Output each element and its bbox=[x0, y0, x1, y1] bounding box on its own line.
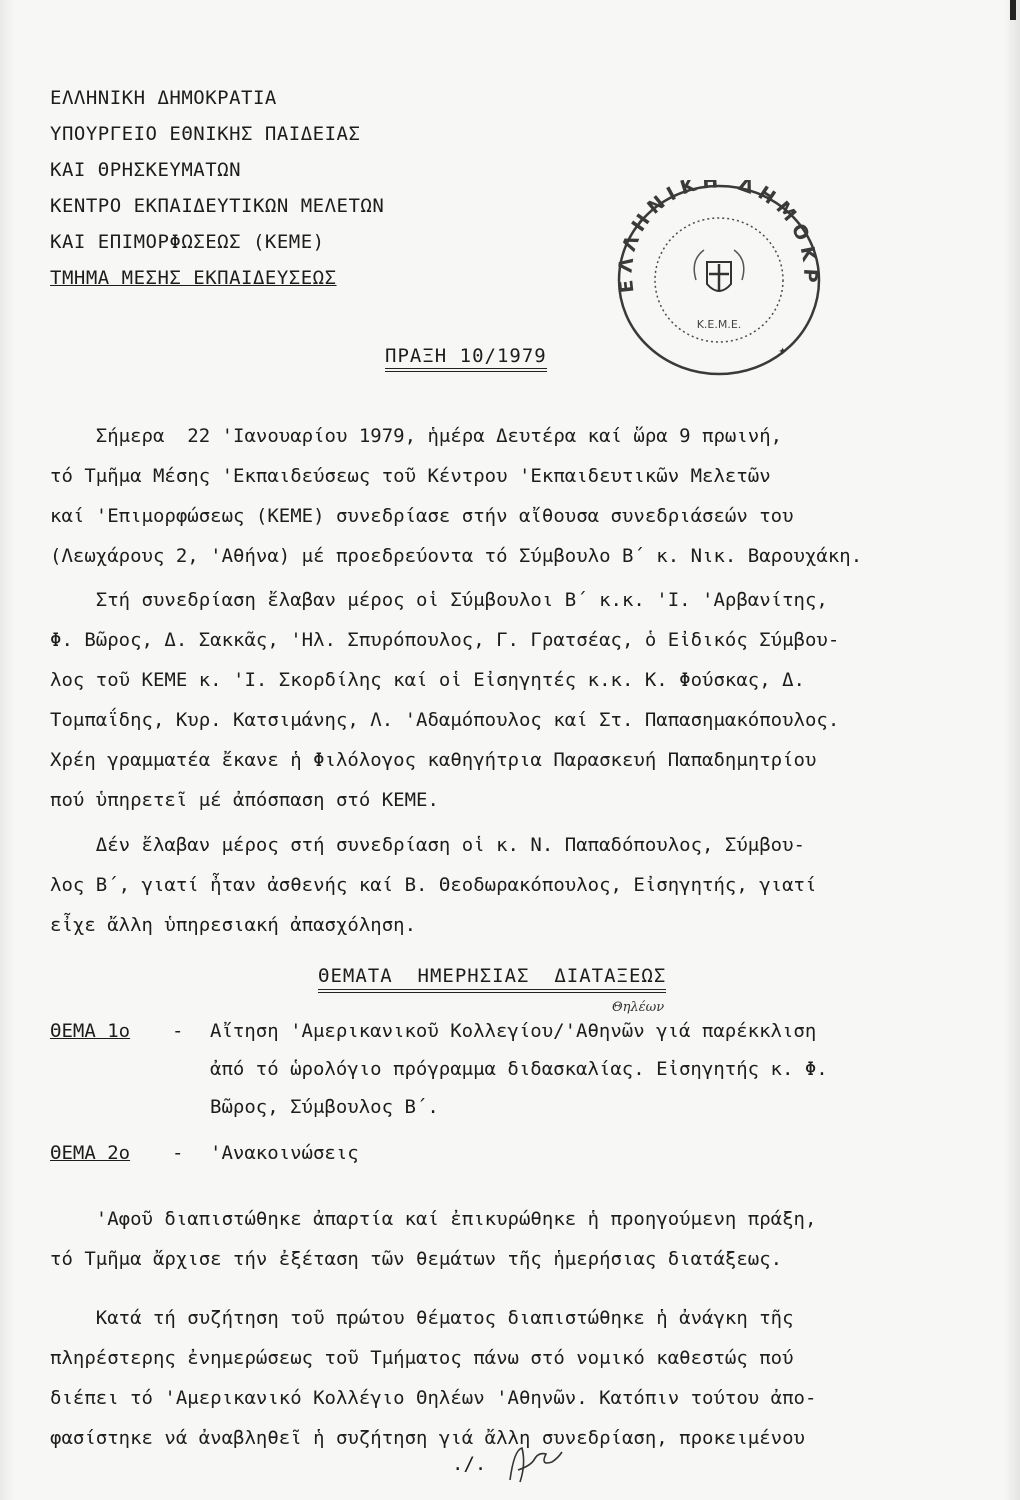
paragraph-quorum bbox=[50, 1199, 970, 1279]
text-line: Σήμερα 22 'Ιανουαρίου 1979, ἡμέρα Δευτέρα καί ὥρα 9 πρωινή, bbox=[50, 425, 783, 447]
coat-of-arms-icon bbox=[694, 250, 744, 292]
text-line: πληρέστερης ἐνημερώσεως τοῦ Τμήματος πάνω στό νομικό καθεστώς πού bbox=[50, 1347, 794, 1369]
letterhead-line: ΥΠΟΥΡΓΕΙΟ ΕΘΝΙΚΗΣ ΠΑΙΔΕΙΑΣ bbox=[50, 123, 361, 145]
seal-star-icon: ✦ bbox=[778, 345, 788, 358]
letterhead bbox=[50, 80, 384, 296]
paragraph-meeting-info bbox=[50, 416, 970, 576]
text-line: φασίστηκε νά ἀναβληθεῖ ἡ συζήτηση γιά ἄλλη συνεδρίαση, προκειμένου bbox=[50, 1427, 805, 1449]
text-line: 'Αφοῦ διαπιστώθηκε ἀπαρτία καί ἐπικυρώθηκε ἡ προηγούμενη πράξη, bbox=[50, 1208, 817, 1230]
title-text: ΠΡΑΞΗ 10/1979 bbox=[385, 345, 547, 372]
agenda-heading-text: ΘΕΜΑΤΑ ΗΜΕΡΗΣΙΑΣ ΔΙΑΤΑΞΕΩΣ bbox=[318, 965, 666, 993]
text-line: τό Τμῆμα ἄρχισε τήν ἐξέταση τῶν θεμάτων τῆς ἡμερήσιας διατάξεως. bbox=[50, 1248, 783, 1270]
topic-dash: - bbox=[172, 1020, 184, 1042]
scan-edge-mark bbox=[1010, 0, 1016, 20]
text-line: Δέν ἔλαβαν μέρος στή συνεδρίαση οἱ κ. Ν. Παπαδόπουλος, Σύμβου- bbox=[50, 834, 805, 856]
letterhead-line: ΕΛΛΗΝΙΚΗ ΔΗΜΟΚΡΑΤΙΑ bbox=[50, 87, 277, 109]
topic-dash: - bbox=[172, 1142, 184, 1164]
text-line: Στή συνεδρίαση ἔλαβαν μέρος οἱ Σύμβουλοι Β΄ κ.κ. 'Ι. 'Αρβανίτης, bbox=[50, 589, 828, 611]
text-line: Τομπαΐδης, Κυρ. Κατσιμάνης, Λ. 'Αδαμόπουλος καί Στ. Παπασημακόπουλος. bbox=[50, 709, 840, 731]
paragraph-discussion bbox=[50, 1298, 970, 1458]
official-seal-stamp bbox=[612, 180, 826, 380]
handwritten-initials-icon bbox=[500, 1440, 570, 1490]
seal-graphic bbox=[612, 180, 826, 380]
text-line: λος τοῦ ΚΕΜΕ κ. 'Ι. Σκορδίλης καί οἱ Εἰσηγητές κ.κ. Κ. Φούσκας, Δ. bbox=[50, 669, 805, 691]
text-line: εἶχε ἄλλη ὑπηρεσιακή ἀπασχόληση. bbox=[50, 914, 417, 936]
seal-bottom-text: Κ.Ε.Μ.Ε. bbox=[696, 318, 742, 331]
svg-text:ΕΛΛΗΝΙΚΗ ΔΗΜΟΚΡΑΤΙΑ bbox=[612, 180, 821, 294]
text-line: πού ὑπηρετεῖ μέ ἀπόσπαση στό ΚΕΜΕ. bbox=[50, 789, 439, 811]
text-line: Βῶρος, Σύμβουλος Β΄. bbox=[210, 1096, 439, 1118]
text-line: Φ. Βῶρος, Δ. Σακκᾶς, 'Ηλ. Σπυρόπουλος, Γ. Γρατσέας, ὁ Εἰδικός Σύμβου- bbox=[50, 629, 840, 651]
text-line: Κατά τή συζήτηση τοῦ πρώτου θέματος διαπιστώθηκε ἡ ἀνάγκη τῆς bbox=[50, 1307, 794, 1329]
text-line: λος Β΄, γιατί ἦταν ἀσθενής καί Β. Θεοδωρακόπουλος, Εἰσηγητής, γιατί bbox=[50, 874, 817, 896]
letterhead-line: ΚΑΙ ΕΠΙΜΟΡΦΩΣΕΩΣ (ΚΕΜΕ) bbox=[50, 231, 325, 253]
document-title bbox=[385, 345, 547, 367]
handwritten-insertion: Θηλέων bbox=[612, 1000, 665, 1015]
agenda-heading bbox=[318, 965, 666, 987]
text-line: διέπει τό 'Αμερικανικό Κολλέγιο Θηλέων 'Αθηνῶν. Κατόπιν τούτου ἀπο- bbox=[50, 1387, 817, 1409]
topic-text bbox=[210, 1134, 970, 1172]
text-line: ἀπό τό ὡρολόγιο πρόγραμμα διδασκαλίας. Εἰσηγητής κ. Φ. bbox=[210, 1058, 828, 1080]
paragraph-attendees bbox=[50, 580, 970, 820]
text-line: Αἴτηση 'Αμερικανικοῦ Κολλεγίου/'Αθηνῶν γιά παρέκκλιση bbox=[210, 1020, 817, 1042]
paragraph-absentees bbox=[50, 825, 970, 945]
text-line: (Λεωχάρους 2, 'Αθήνα) μέ προεδρεύοντα τό Σύμβουλο Β΄ κ. Νικ. Βαρουχάκη. bbox=[50, 545, 863, 567]
topic-label: ΘΕΜΑ 1ο bbox=[50, 1020, 131, 1042]
letterhead-line: ΚΕΝΤΡΟ ΕΚΠΑΙΔΕΥΤΙΚΩΝ ΜΕΛΕΤΩΝ bbox=[50, 195, 385, 217]
text-line: καί 'Επιμορφώσεως (ΚΕΜΕ) συνεδρίασε στήν αἴθουσα συνεδριάσεών του bbox=[50, 505, 794, 527]
continuation-mark: ./. bbox=[452, 1453, 487, 1475]
topic-label: ΘΕΜΑ 2ο bbox=[50, 1142, 131, 1164]
seal-outer-text: ΕΛΛΗΝΙΚΗ ΔΗΜΟΚΡ bbox=[614, 180, 822, 295]
letterhead-line: ΚΑΙ ΘΡΗΣΚΕΥΜΑΤΩΝ bbox=[50, 159, 242, 181]
text-line: τό Τμῆμα Μέσης 'Εκπαιδεύσεως τοῦ Κέντρου 'Εκπαιδευτικῶν Μελετῶν bbox=[50, 465, 771, 487]
letterhead-line: ΤΜΗΜΑ ΜΕΣΗΣ ΕΚΠΑΙΔΕΥΣΕΩΣ bbox=[50, 267, 337, 289]
text-line: Χρέη γραμματέα ἔκανε ἡ Φιλόλογος καθηγήτρια Παρασκευή Παπαδημητρίου bbox=[50, 749, 817, 771]
text-line: 'Ανακοινώσεις bbox=[210, 1142, 359, 1164]
topic-text bbox=[210, 1012, 970, 1126]
